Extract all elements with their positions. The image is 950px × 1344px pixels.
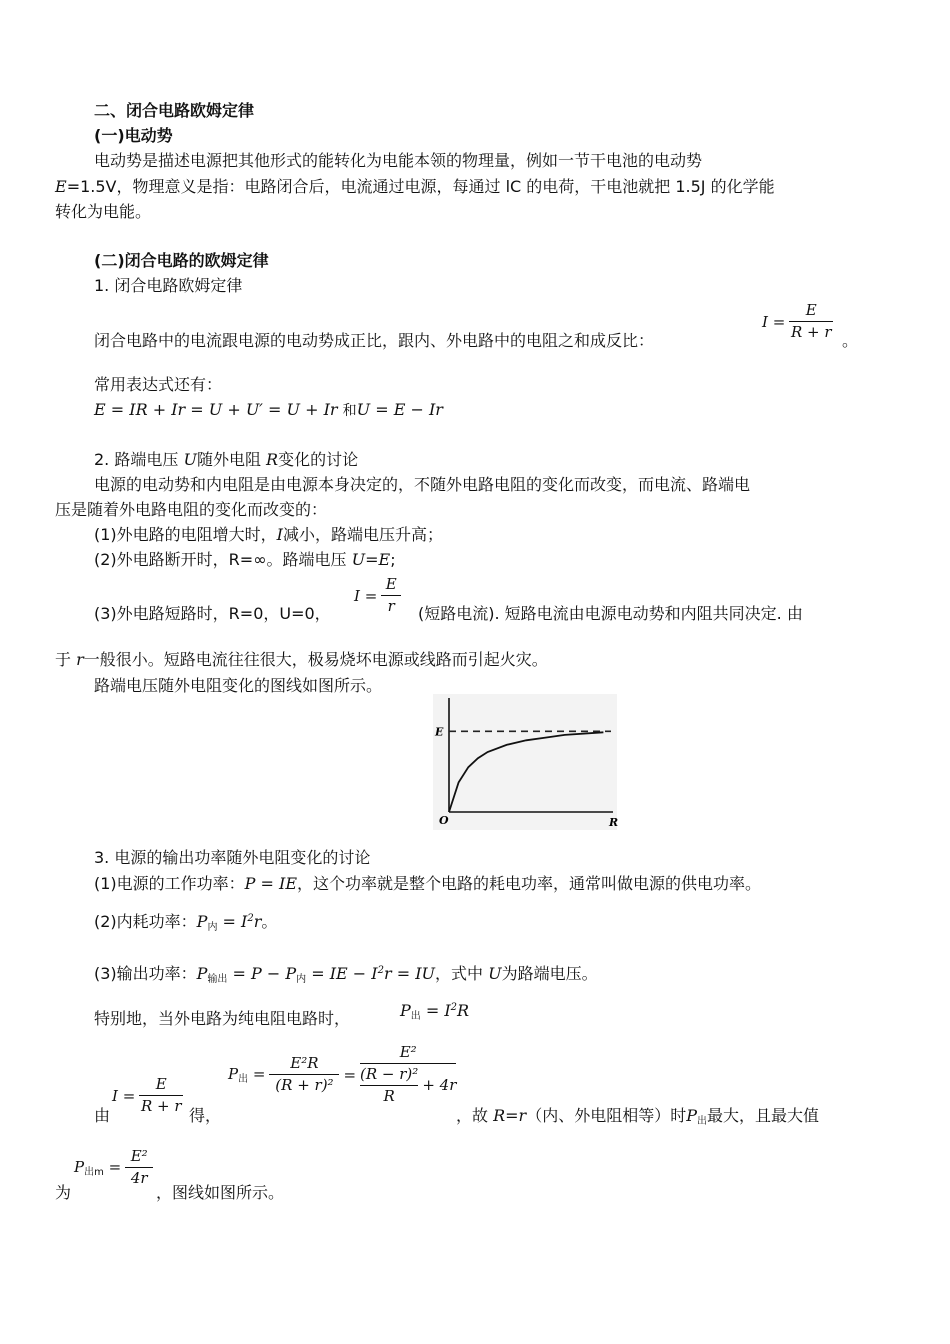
heading-ohm-law: 1. 闭合电路欧姆定律 [94, 276, 243, 295]
output-power: (3)输出功率：$P_{输出} = P - P_内$ = IE − $I^2r$ = IU，式中 U为路端电压。 [94, 964, 598, 985]
heading-terminal-voltage: 2. 路端电压 U随外电阻 R变化的讨论 [94, 450, 359, 469]
subsection-emf: (一)电动势 [94, 126, 173, 145]
max-condition: ，故 R=r（内、外电阻相等）时$P_出$最大，且最大值 [456, 1106, 819, 1127]
internal-power: (2)内耗功率：$P_内 = I^2r$。 [94, 912, 278, 933]
case-3-line2: 于 r一般很小。短路电流往往很大，极易烧坏电源或线路而引起火灾。 [55, 650, 548, 669]
heading-output-power: 3. 电源的输出功率随外电阻变化的讨论 [94, 848, 371, 867]
formula-output-pure: $P_出 = I^2R$ [400, 1001, 470, 1022]
pure-resistance-statement: 特别地，当外电路为纯电阻电路时， [94, 1009, 351, 1028]
common-expressions-label: 常用表达式还有： [94, 375, 223, 394]
y-tick-label-e: E [435, 725, 444, 739]
terminal-voltage-paragraph-line2: 压是随着外电路电阻的变化而改变的： [55, 500, 328, 519]
formula-ohm-law: I = $\frac{E}{R + r}$ [762, 301, 832, 341]
formula-output-derivation: $P_出$ = $\frac{\text{E²R}}{\text{(R + r)²}}$ = E² $\frac{\text{(R − r)²}}{R}$ + 4r [228, 1043, 457, 1105]
subsection-ohm-law: (二)闭合电路的欧姆定律 [94, 251, 269, 270]
max-value-for: 为 [55, 1183, 72, 1202]
ohm-law-statement: 闭合电路中的电流跟电源的电动势成正比，跟内、外电路中的电阻之和成反比： [94, 331, 655, 350]
emf-paragraph-line3: 转化为电能。 [55, 202, 152, 221]
working-power: (1)电源的工作功率：P = IE，这个功率就是整个电路的耗电功率，通常叫做电源的供电功率。 [94, 874, 762, 893]
section-title: 二、闭合电路欧姆定律 [94, 101, 255, 120]
formula-max-power: $P_{出m}$ = $\frac{\text{E²}}{4r}$ [74, 1147, 153, 1188]
formula-short-circuit: I = $\frac{E}{r}$ [354, 575, 401, 616]
derivation-get: 得， [189, 1106, 222, 1125]
case-2: (2)外电路断开时，R=∞。路端电压 U=E; [94, 550, 396, 569]
case-3: (3)外电路短路时，R=0，U=0， [94, 604, 331, 623]
ohm-law-period: 。 [842, 331, 859, 350]
chart-background [433, 694, 617, 830]
origin-label: O [439, 814, 449, 827]
emf-paragraph-line1: 电动势是描述电源把其他形式的能转化为电能本领的物理量，例如一节干电池的电动势 [94, 151, 703, 170]
formula-current: I = $\frac{E}{R + r}$ [112, 1075, 182, 1115]
terminal-voltage-paragraph-line1: 电源的电动势和内电阻是由电源本身决定的，不随外电路电阻的变化而改变，而电流、路端电 [94, 475, 751, 494]
graph-caption: 路端电压随外电阻变化的图线如图所示。 [94, 676, 383, 695]
terminal-voltage-chart [433, 694, 617, 830]
common-expressions: E = IR + Ir = U + U′ = U + Ir 和U = E − Ir [94, 400, 443, 419]
final-caption: ，图线如图所示。 [156, 1183, 285, 1202]
x-axis-label: R [609, 816, 619, 829]
emf-paragraph-line2: E=1.5V，物理意义是指：电路闭合后，电流通过电源，每通过 lC 的电荷，干电池就把 1.5J 的化学能 [55, 177, 775, 196]
case-1: (1)外电路的电阻增大时，I减小，路端电压升高； [94, 525, 444, 544]
derivation-from: 由 [94, 1106, 111, 1125]
case-3-continuation: (短路电流). 短路电流由电源电动势和内阻共同决定. 由 [418, 604, 803, 623]
